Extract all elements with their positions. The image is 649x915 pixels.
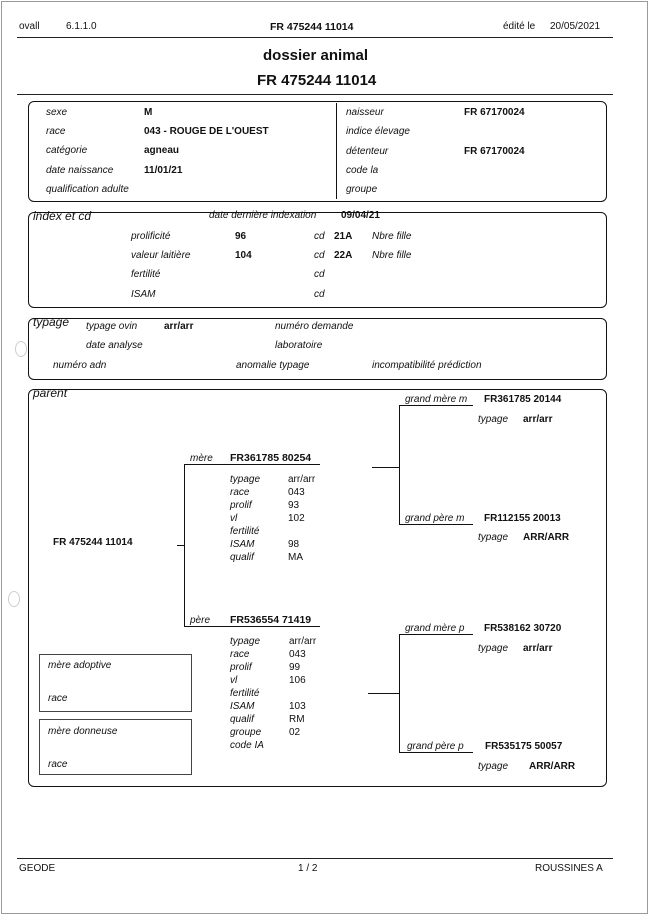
- footer-software: GEODE: [19, 863, 56, 874]
- numero-adn-label: numéro adn: [53, 360, 107, 371]
- race-value: 043 - ROUGE DE L'OUEST: [144, 126, 269, 137]
- prolificite-value: 96: [235, 231, 247, 242]
- mere-donneuse-label: mère donneuse: [48, 726, 118, 737]
- gmp-connector: [399, 634, 473, 635]
- code-la-label: code la: [346, 165, 379, 176]
- mere-detail-values: [288, 473, 315, 564]
- mere-fertilite-value: [288, 525, 315, 538]
- footer-page-number: 1 / 2: [298, 863, 318, 874]
- edited-label: édité le: [503, 21, 536, 32]
- isam-label: ISAM: [131, 289, 156, 300]
- anomalie-typage-label: anomalie typage: [236, 360, 310, 371]
- header-rule: [17, 37, 613, 38]
- mere-prolif-value: 93: [288, 500, 300, 511]
- naisseur-value: FR 67170024: [464, 107, 525, 118]
- mere-label: mère: [190, 453, 213, 464]
- prolificite-cd-value: 21A: [334, 231, 353, 242]
- pere-isam-label: ISAM: [230, 701, 255, 712]
- gpm-id: FR112155 20013: [484, 513, 561, 524]
- valeur-laitiere-nbre-fille: Nbre fille: [372, 250, 412, 261]
- categorie-value: agneau: [144, 145, 180, 156]
- mere-connector: [184, 464, 320, 465]
- gmm-typage-label: typage: [478, 414, 509, 425]
- footer-rule: [17, 858, 613, 859]
- app-version: 6.1.1.0: [66, 21, 97, 32]
- prolificite-nbre-fille: Nbre fille: [372, 231, 412, 242]
- pere-prolif-label: prolif: [230, 662, 252, 673]
- valeur-laitiere-cd-label: cd: [314, 250, 325, 261]
- detenteur-label: détenteur: [346, 146, 389, 157]
- mere-race-value: 043: [288, 487, 305, 498]
- app-name: ovall: [19, 21, 40, 32]
- gpp-connector: [399, 752, 473, 753]
- naisseur-label: naisseur: [346, 107, 384, 118]
- parent-section-title: parent: [33, 386, 68, 400]
- gpm-typage-label: typage: [478, 532, 509, 543]
- groupe-label: groupe: [346, 184, 378, 195]
- gmm-label: grand mère m: [405, 394, 468, 405]
- mere-isam-label: ISAM: [230, 539, 255, 550]
- document-title: dossier animal: [263, 47, 369, 64]
- valeur-laitiere-label: valeur laitière: [131, 250, 191, 261]
- mere-id: FR361785 80254: [230, 452, 312, 464]
- pere-detail-labels: [230, 635, 264, 752]
- gmp-label: grand mère p: [405, 623, 465, 634]
- sexe-label: sexe: [46, 107, 68, 118]
- pere-connector: [184, 626, 320, 627]
- fertilite-label: fertilité: [131, 269, 161, 280]
- prolificite-label: prolificité: [131, 231, 171, 242]
- pere-isam-value: 103: [289, 701, 306, 712]
- gpm-label: grand père m: [405, 513, 465, 524]
- pere-vl-label: vl: [230, 675, 238, 686]
- pere-typage-label: typage: [230, 636, 261, 647]
- mere-race-label: race: [230, 487, 250, 498]
- pere-groupe-value: 02: [289, 727, 301, 738]
- gpp-typage-value: ARR/ARR: [529, 761, 576, 772]
- identity-divider: [336, 103, 337, 199]
- pere-fertilite-value: [289, 687, 316, 700]
- pere-label: père: [190, 615, 211, 626]
- pere-race-value: 043: [289, 649, 306, 660]
- typage-ovin-value: arr/arr: [164, 321, 194, 332]
- incompatibilite-label: incompatibilité prédiction: [372, 360, 482, 371]
- prolificite-cd-label: cd: [314, 231, 325, 242]
- pere-prolif-value: 99: [289, 662, 301, 673]
- mere-detail-labels: [230, 473, 260, 564]
- gmm-typage-value: arr/arr: [523, 414, 553, 425]
- mere-qualif-value: MA: [288, 552, 303, 563]
- gmm-connector: [399, 405, 473, 406]
- pedigree-animal-id: FR 475244 11014: [53, 537, 133, 548]
- mere-qualif-label: qualif: [230, 552, 254, 563]
- punch-hole: [15, 341, 27, 357]
- qualification-label: qualification adulte: [46, 184, 129, 195]
- gmp-id: FR538162 30720: [484, 623, 562, 634]
- pere-groupe-label: groupe: [230, 727, 262, 738]
- parents-bracket: [184, 464, 185, 626]
- pere-code-ia-value: [289, 739, 316, 752]
- mere-typage-label: typage: [230, 474, 261, 485]
- typage-section-title: typage: [33, 315, 70, 329]
- index-date-value: 09/04/21: [341, 210, 380, 221]
- mere-vl-label: vl: [230, 513, 238, 524]
- race-label: race: [46, 126, 66, 137]
- pere-vl-value: 106: [289, 675, 306, 686]
- mere-isam-value: 98: [288, 539, 300, 550]
- indice-elevage-label: indice élevage: [346, 126, 410, 137]
- mere-grandparents-connector: [372, 467, 399, 468]
- typage-ovin-label: typage ovin: [86, 321, 138, 332]
- document-animal-id: FR 475244 11014: [257, 72, 377, 89]
- pere-detail-values: [289, 635, 316, 752]
- punch-hole: [8, 591, 20, 607]
- maternal-bracket: [399, 405, 400, 524]
- mere-typage-value: arr/arr: [288, 474, 316, 485]
- sexe-value: M: [144, 107, 153, 118]
- mere-donneuse-race-label: race: [48, 759, 68, 770]
- gpp-typage-label: typage: [478, 761, 509, 772]
- mere-fertilite-label: fertilité: [230, 526, 260, 537]
- pere-id: FR536554 71419: [230, 614, 312, 626]
- numero-demande-label: numéro demande: [275, 321, 354, 332]
- laboratoire-label: laboratoire: [275, 340, 323, 351]
- pere-fertilite-label: fertilité: [230, 688, 260, 699]
- title-rule: [17, 94, 613, 95]
- index-date-label: date dernière indexation: [209, 210, 317, 221]
- gmm-id: FR361785 20144: [484, 394, 562, 405]
- gpm-typage-value: ARR/ARR: [523, 532, 570, 543]
- pere-qualif-label: qualif: [230, 714, 254, 725]
- mere-adoptive-race-label: race: [48, 693, 68, 704]
- valeur-laitiere-value: 104: [235, 250, 252, 261]
- categorie-label: catégorie: [46, 145, 88, 156]
- pere-race-label: race: [230, 649, 250, 660]
- pere-grandparents-connector: [368, 693, 399, 694]
- footer-author: ROUSSINES A: [535, 863, 603, 874]
- gpp-label: grand père p: [407, 741, 464, 752]
- index-section-title: index et cd: [33, 209, 92, 223]
- date-naissance-value: 11/01/21: [144, 165, 183, 176]
- pere-code-ia-label: code IA: [230, 740, 264, 751]
- animal-connector: [177, 545, 184, 546]
- paternal-bracket: [399, 634, 400, 752]
- gmp-typage-value: arr/arr: [523, 643, 553, 654]
- gpm-connector: [399, 524, 473, 525]
- pere-qualif-value: RM: [289, 714, 305, 725]
- detenteur-value: FR 67170024: [464, 146, 525, 157]
- date-analyse-label: date analyse: [86, 340, 143, 351]
- mere-adoptive-label: mère adoptive: [48, 660, 112, 671]
- gmp-typage-label: typage: [478, 643, 509, 654]
- mere-vl-value: 102: [288, 513, 305, 524]
- isam-cd-label: cd: [314, 289, 325, 300]
- header-animal-id: FR 475244 11014: [270, 21, 354, 33]
- valeur-laitiere-cd-value: 22A: [334, 250, 353, 261]
- fertilite-cd-label: cd: [314, 269, 325, 280]
- mere-prolif-label: prolif: [230, 500, 252, 511]
- pere-typage-value: arr/arr: [289, 636, 317, 647]
- gpp-id: FR535175 50057: [485, 741, 563, 752]
- edited-date: 20/05/2021: [550, 21, 601, 32]
- date-naissance-label: date naissance: [46, 165, 114, 176]
